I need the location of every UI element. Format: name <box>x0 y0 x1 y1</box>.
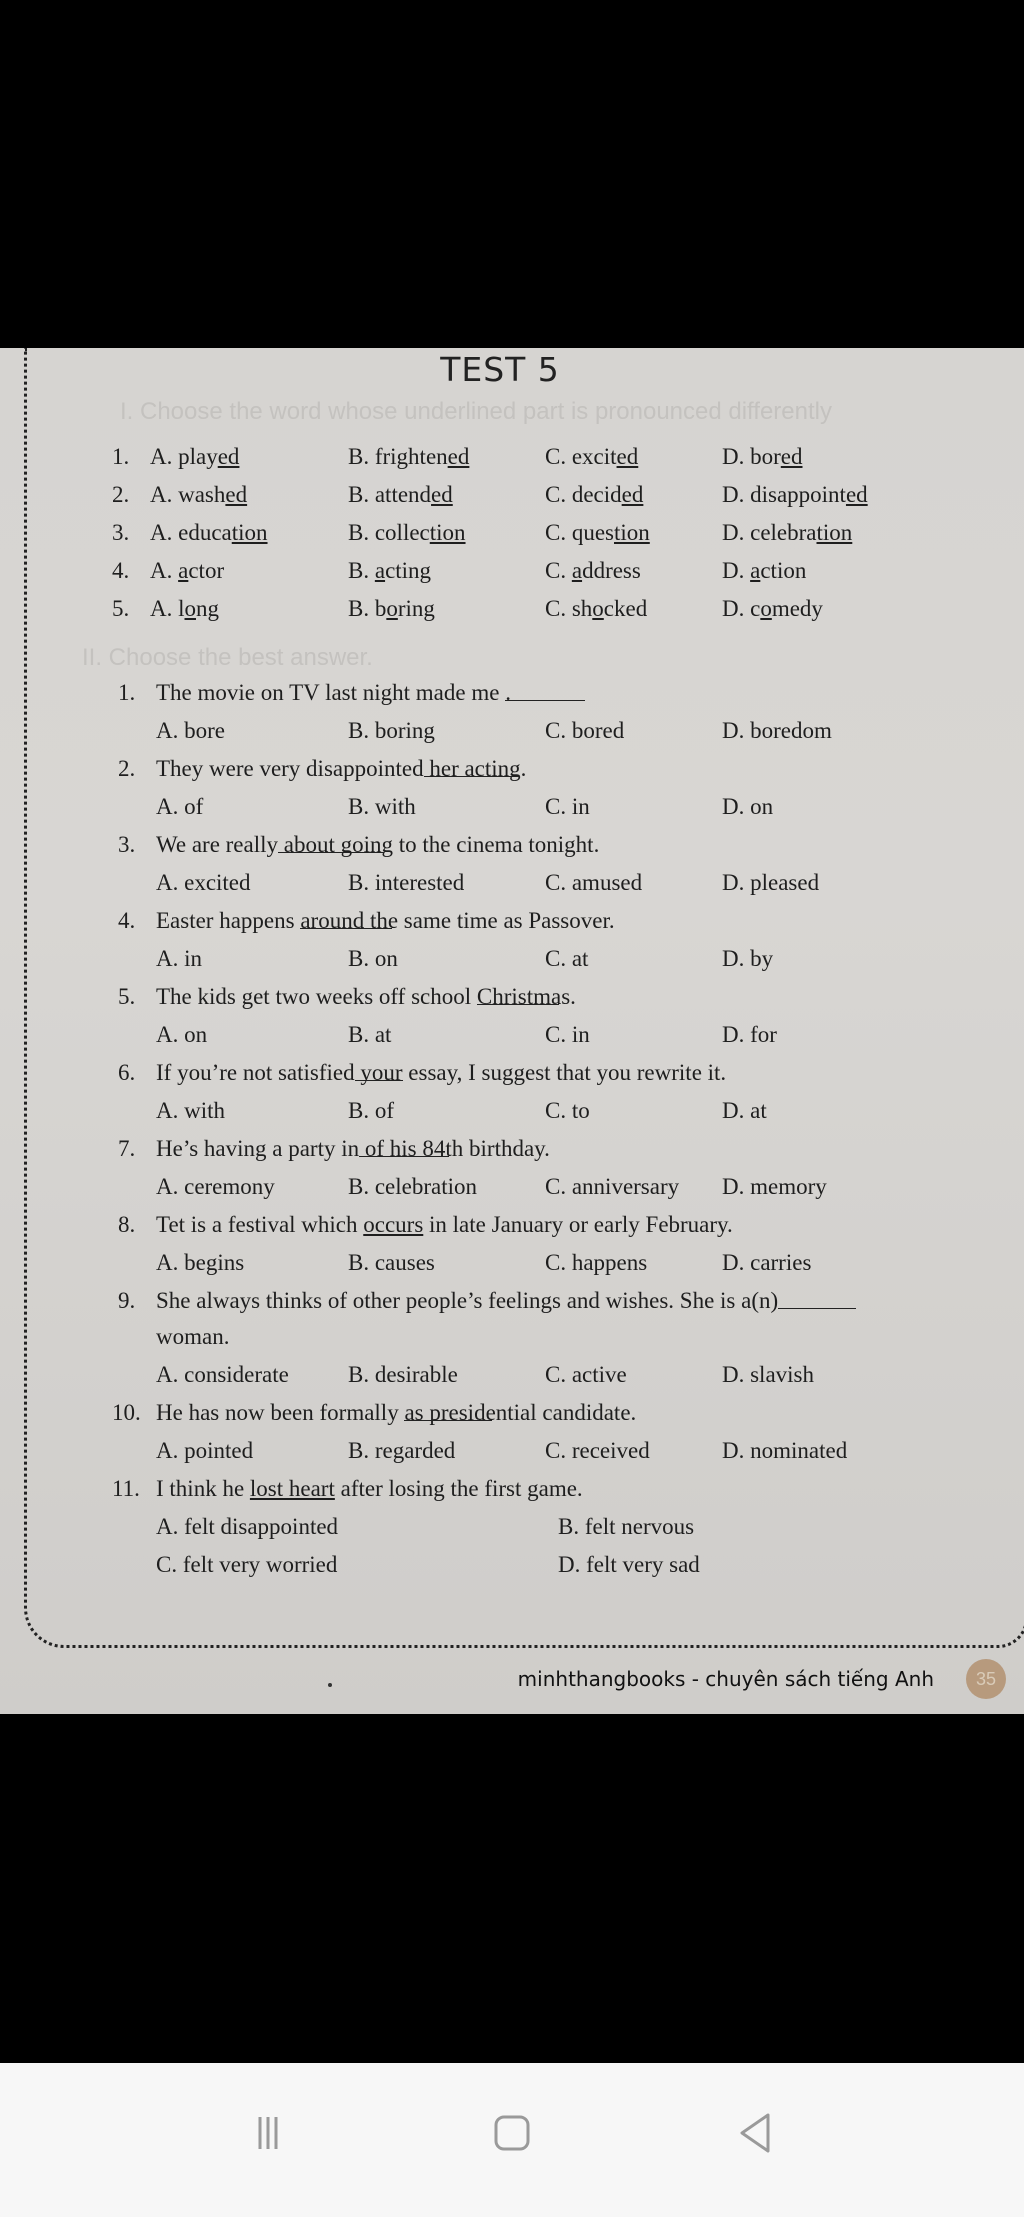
bullet-dot <box>328 1683 332 1687</box>
android-nav-bar <box>0 2063 1024 2217</box>
page-footer <box>0 1653 1024 1713</box>
page-title: TEST 5 <box>440 350 560 389</box>
pron-row-5: 5. A. long B. boring C. shocked D. comedy <box>112 596 823 621</box>
pron-row-3: 3. A. education B. collection C. question D. celebration <box>112 520 853 545</box>
options-6: A. with B. of C. to D. at <box>156 1098 767 1123</box>
pron-row-4: 4. A. actor B. acting C. address D. action <box>112 558 807 583</box>
question-5: 5. The kids get two weeks off school Christmas. <box>118 984 576 1009</box>
question-9-cont: woman. <box>156 1324 230 1349</box>
question-6: 6. If you’re not satisfied your essay, I suggest that you rewrite it. <box>118 1060 727 1085</box>
options-10: A. pointed B. regarded C. received D. nominated <box>156 1438 848 1463</box>
options-9: A. considerate B. desirable C. active D. slavish <box>156 1362 814 1387</box>
book-page <box>0 348 1024 1714</box>
pron-row-1: 1. A. played B. frightened C. excited D. bored <box>112 444 803 469</box>
publisher-text: minhthangbooks - chuyên sách tiếng Anh <box>517 1667 934 1691</box>
menu-icon[interactable] <box>238 2103 298 2163</box>
question-9: 9. She always thinks of other people’s feelings and wishes. She is a(n) <box>0 1288 1024 1328</box>
page-number: 35 <box>966 1659 1006 1699</box>
home-icon[interactable] <box>482 2103 542 2163</box>
section-two-heading: II. Choose the best answer. <box>82 644 373 671</box>
question-8: 8. Tet is a festival which occurs in late January or early February. <box>118 1212 733 1237</box>
question-11: 11. I think he lost heart after losing the first game. <box>112 1476 583 1501</box>
question-2: 2. They were very disappointed her acting. <box>118 756 527 781</box>
question-10: 10. He has now been formally as presidential candidate. <box>112 1400 637 1425</box>
section-one-heading: I. Choose the word whose underlined part is pronounced differently <box>120 398 832 425</box>
question-1: 1. The movie on TV last night made me . <box>0 680 1024 720</box>
options-5: A. on B. at C. in D. for <box>156 1022 777 1047</box>
options-3: A. excited B. interested C. amused D. pleased <box>156 870 820 895</box>
back-icon[interactable] <box>726 2103 786 2163</box>
options-4: A. in B. on C. at D. by <box>156 946 774 971</box>
options-11b: C. felt very worried D. felt very sad <box>156 1552 700 1577</box>
options-8: A. begins B. causes C. happens D. carries <box>156 1250 812 1275</box>
options-2: A. of B. with C. in D. on <box>156 794 774 819</box>
question-4: 4. Easter happens around the same time as Passover. <box>118 908 615 933</box>
options-11a: A. felt disappointed B. felt nervous <box>156 1514 695 1539</box>
pron-row-2: 2. A. washed B. attended C. decided D. disappointed <box>112 482 868 507</box>
options-7: A. ceremony B. celebration C. anniversary D. memory <box>156 1174 827 1199</box>
options-1: A. bore B. boring C. bored D. boredom <box>156 718 832 743</box>
question-3: 3. We are really about going to the cinema tonight. <box>118 832 600 857</box>
question-7: 7. He’s having a party in of his 84th birthday. <box>118 1136 550 1161</box>
